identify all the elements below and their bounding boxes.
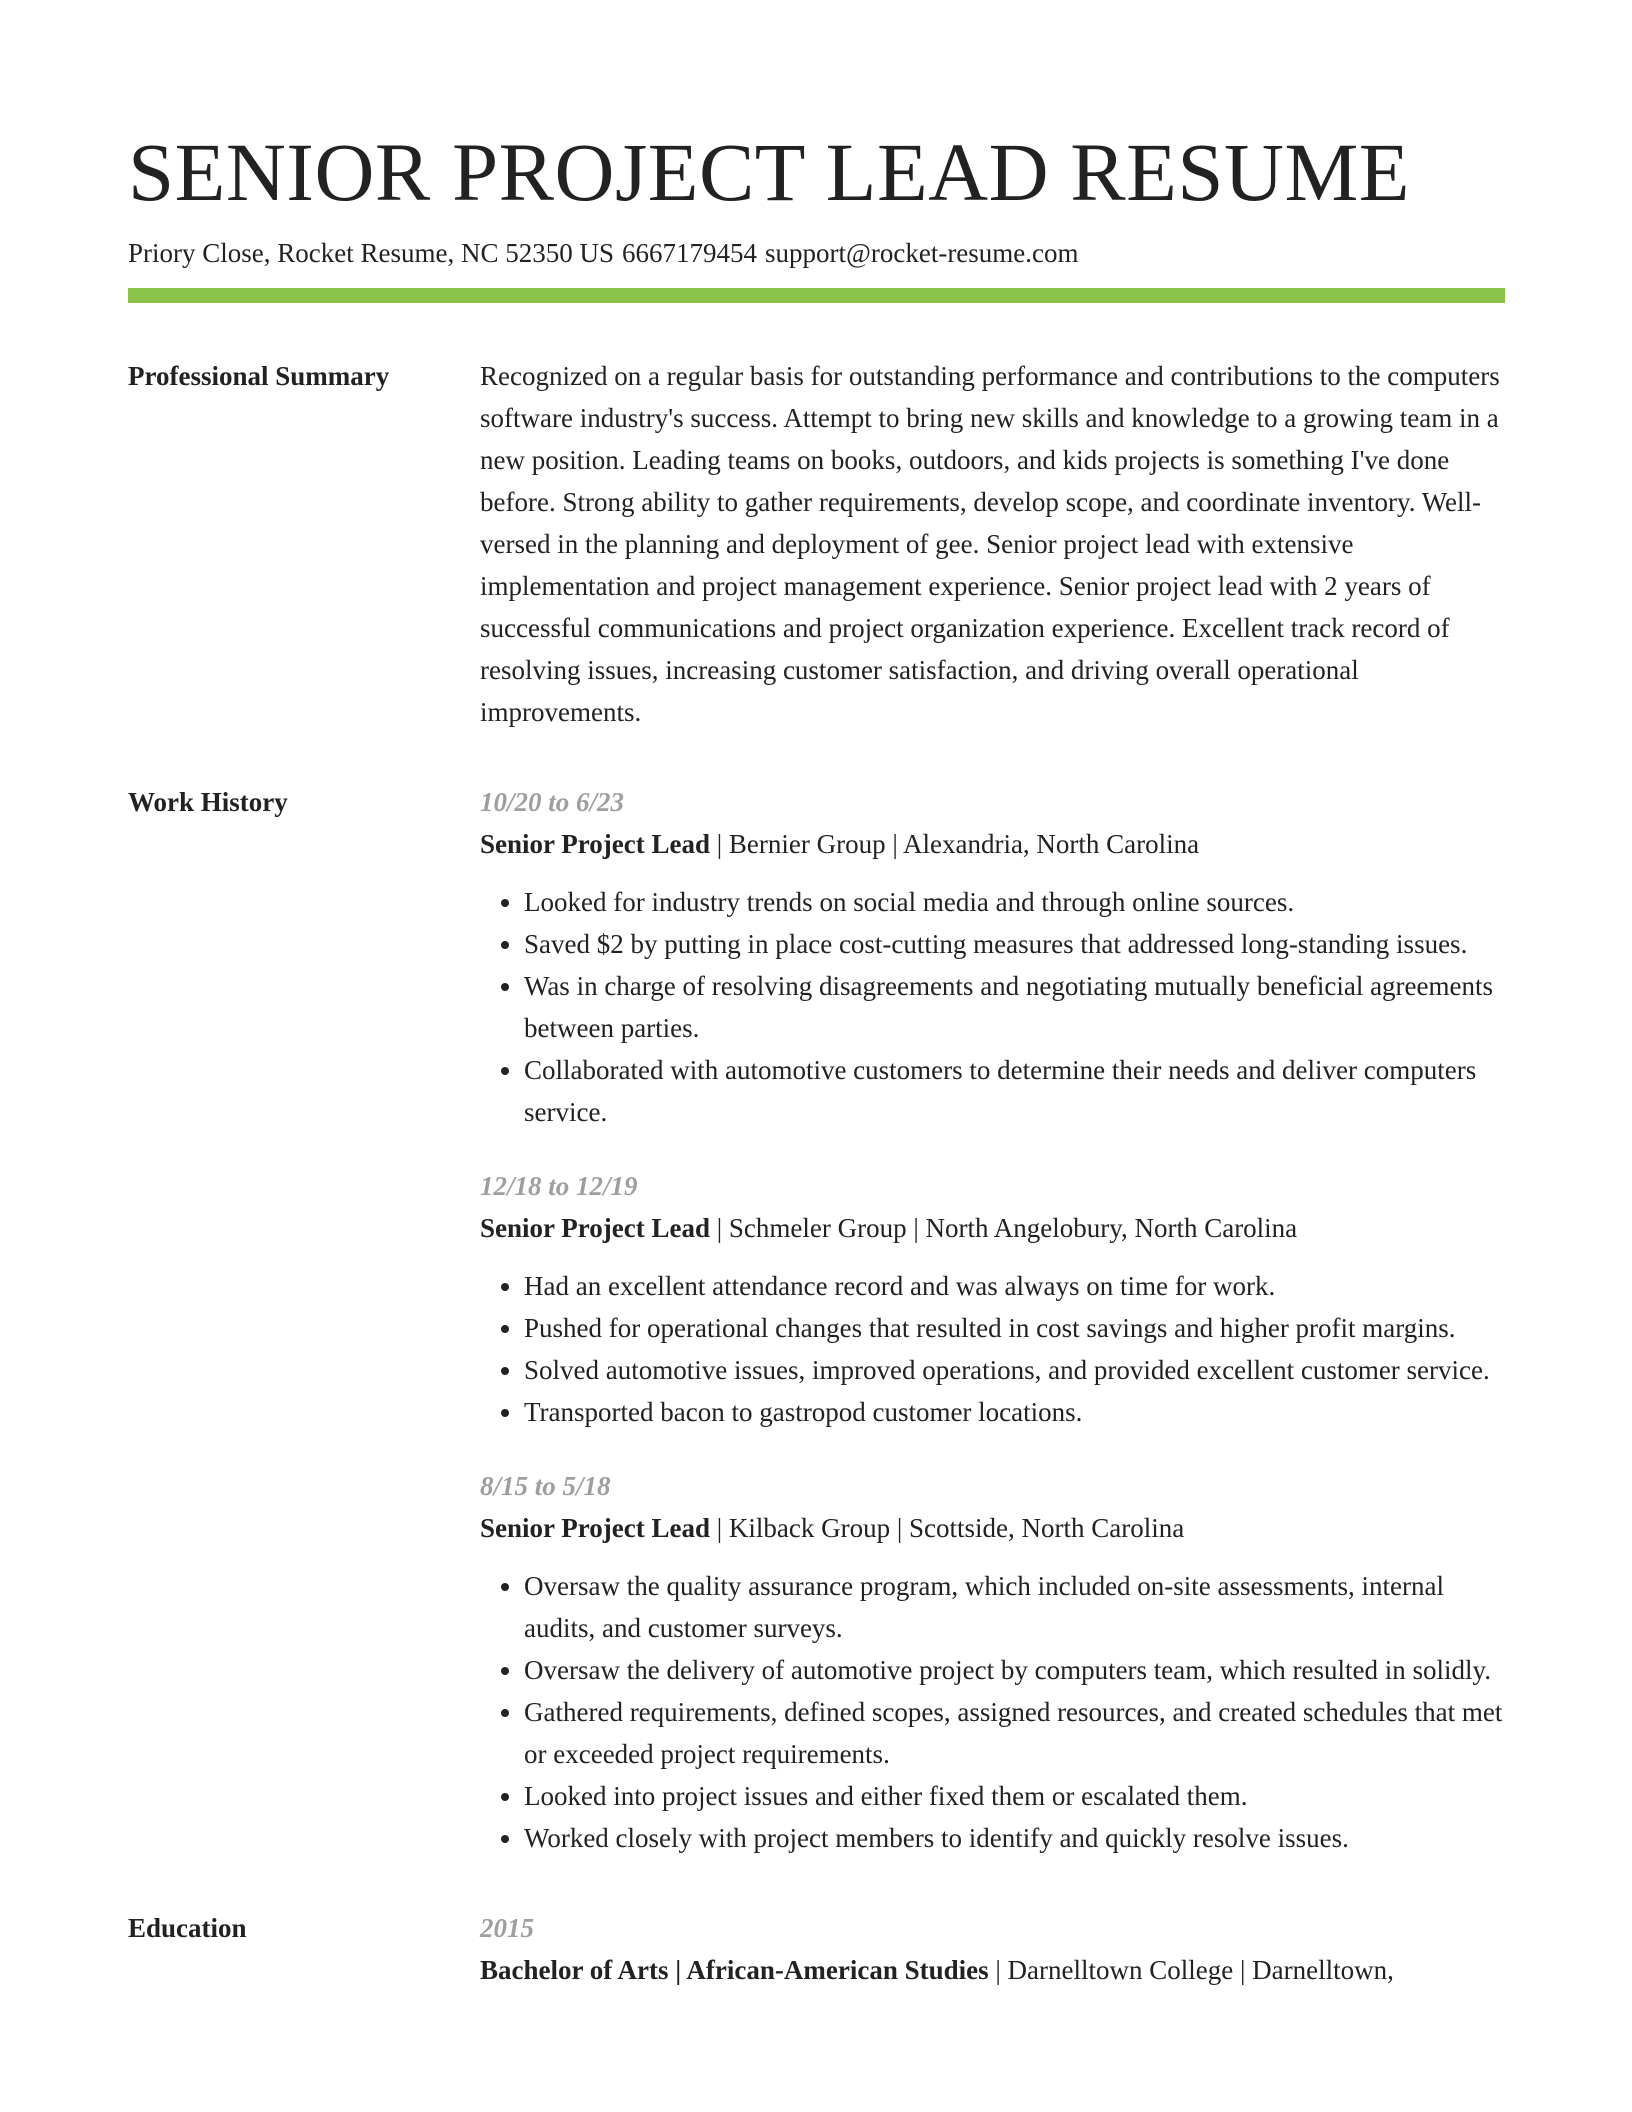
- job-entry: [480, 781, 1505, 1133]
- resume-page: [128, 124, 1505, 1991]
- contact-line: [128, 236, 1505, 270]
- job-title-line: [480, 823, 1505, 865]
- job-role: Senior Project Lead: [480, 1213, 710, 1243]
- work-history-label: Work History: [128, 787, 288, 817]
- job-employer: | Schmeler Group | North Angelobury, North Carolina: [709, 1213, 1298, 1243]
- job-bullet: • Was in charge of resolving disagreements and negotiating mutually beneficial agreements between parties.: [524, 965, 1505, 1049]
- education-year: 2015: [480, 1913, 534, 1943]
- job-entry: [480, 1465, 1505, 1859]
- job-employer: | Bernier Group | Alexandria, North Carolina: [709, 829, 1200, 859]
- job-role: Senior Project Lead: [480, 1513, 710, 1543]
- job-bullet: • Looked into project issues and either fixed them or escalated them.: [524, 1775, 1505, 1817]
- job-dates: 8/15 to 5/18: [480, 1471, 611, 1501]
- education-section: [128, 1907, 1505, 1991]
- job-employer: | Kilback Group | Scottside, North Carolina: [709, 1513, 1185, 1543]
- job-bullet: • Gathered requirements, defined scopes, assigned resources, and created schedules that met or exceeded project requirements.: [524, 1691, 1505, 1775]
- summary-label: Professional Summary: [128, 361, 390, 391]
- education-degree: Bachelor of Arts | African-American Studies: [480, 1955, 989, 1985]
- job-bullet: • Solved automotive issues, improved operations, and provided excellent customer service.: [524, 1349, 1505, 1391]
- job-bullet: • Looked for industry trends on social media and through online sources.: [524, 881, 1505, 923]
- work-history-section: [128, 781, 1505, 1859]
- contact-email: support@rocket-resume.com: [765, 238, 1079, 268]
- resume-title: SENIOR PROJECT LEAD RESUME: [128, 126, 1410, 218]
- job-bullet: • Worked closely with project members to identify and quickly resolve issues.: [524, 1817, 1505, 1859]
- job-bullet: • Oversaw the delivery of automotive project by computers team, which resulted in solidly.: [524, 1649, 1505, 1691]
- job-bullets: [480, 1265, 1505, 1433]
- job-bullet: • Collaborated with automotive customers to determine their needs and deliver computers service.: [524, 1049, 1505, 1133]
- summary-section: [128, 355, 1505, 733]
- job-entry: [480, 1165, 1505, 1433]
- job-bullet: • Saved $2 by putting in place cost-cutting measures that addressed long-standing issues.: [524, 923, 1505, 965]
- education-school: | Darnelltown College | Darnelltown,: [988, 1955, 1394, 1985]
- job-bullet: • Had an excellent attendance record and was always on time for work.: [524, 1265, 1505, 1307]
- job-dates: 10/20 to 6/23: [480, 787, 625, 817]
- education-label: Education: [128, 1913, 247, 1943]
- job-bullet: • Transported bacon to gastropod customer locations.: [524, 1391, 1505, 1433]
- contact-address: Priory Close, Rocket Resume, NC 52350 US: [128, 238, 614, 268]
- job-role: Senior Project Lead: [480, 829, 710, 859]
- job-title-line: [480, 1507, 1505, 1549]
- job-dates: 12/18 to 12/19: [480, 1171, 638, 1201]
- job-bullet: • Pushed for operational changes that resulted in cost savings and higher profit margins.: [524, 1307, 1505, 1349]
- contact-phone: 6667179454: [622, 238, 757, 268]
- job-bullet: • Oversaw the quality assurance program, which included on-site assessments, internal audits, and customer surveys.: [524, 1565, 1505, 1649]
- job-title-line: [480, 1207, 1505, 1249]
- header-divider: [128, 288, 1505, 303]
- job-bullets: [480, 881, 1505, 1133]
- job-bullets: [480, 1565, 1505, 1859]
- summary-text: Recognized on a regular basis for outstanding performance and contributions to the computers software industry's success. Attempt to bring new skills and knowledge to a growing team in a new position. Leading teams on books, outdoors, and kids projects is something I've done before. Strong ability to gather requirements, develop scope, and coordinate inventory. Well-versed in the planning and deployment of gee. Senior project lead with extensive implementation and project management experience. Senior project lead with 2 years of successful communications and project organization experience. Excellent track record of resolving issues, increasing customer satisfaction, and driving overall operational improvements.: [480, 361, 1500, 727]
- education-line: [480, 1949, 1505, 1991]
